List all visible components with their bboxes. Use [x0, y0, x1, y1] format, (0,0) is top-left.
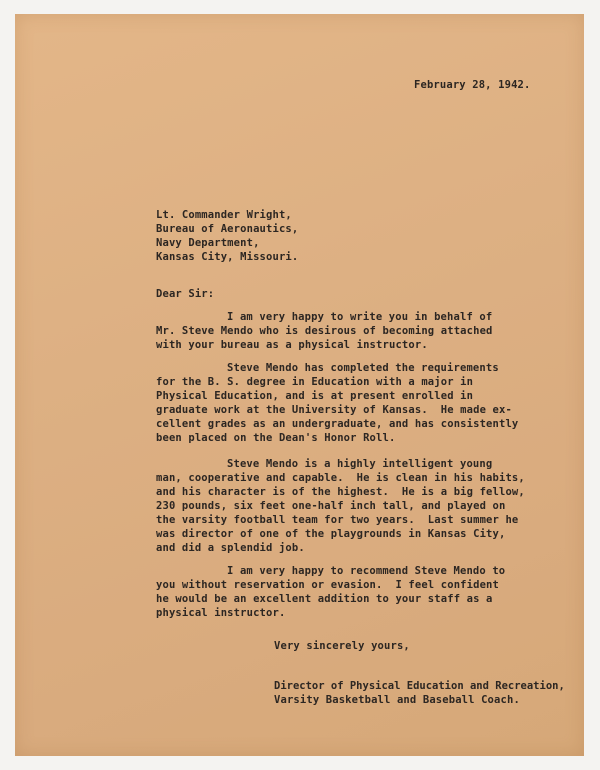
paragraph-2-line: Physical Education, and is at present enrolled in: [156, 390, 474, 402]
signature-title: Varsity Basketball and Baseball Coach.: [274, 694, 520, 706]
paragraph-4-line: I am very happy to recommend Steve Mendo to: [227, 565, 506, 577]
signature-title: Director of Physical Education and Recreation,: [274, 680, 565, 692]
paragraph-3-line: the varsity football team for two years. Last summer he: [156, 514, 519, 526]
paragraph-3-line: Steve Mendo is a highly intelligent young: [227, 458, 493, 470]
paragraph-4-line: you without reservation or evasion. I feel confident: [156, 579, 499, 591]
paragraph-3-line: was director of one of the playgrounds in Kansas City,: [156, 528, 506, 540]
letter-page: [15, 14, 584, 756]
letter-date: February 28, 1942.: [414, 79, 531, 91]
paragraph-2-line: Steve Mendo has completed the requirements: [227, 362, 499, 374]
paragraph-2-line: cellent grades as an undergraduate, and has consistently: [156, 418, 519, 430]
paragraph-2-line: graduate work at the University of Kansas. He made ex-: [156, 404, 512, 416]
recipient-bureau: Bureau of Aeronautics,: [156, 223, 299, 235]
paragraph-2-line: been placed on the Dean's Honor Roll.: [156, 432, 396, 444]
paragraph-3-line: and his character is of the highest. He is a big fellow,: [156, 486, 525, 498]
paragraph-3-line: and did a splendid job.: [156, 542, 305, 554]
closing: Very sincerely yours,: [274, 640, 410, 652]
paragraph-3-line: 230 pounds, six feet one-half inch tall, and played on: [156, 500, 506, 512]
recipient-location: Kansas City, Missouri.: [156, 251, 299, 263]
paragraph-1-line: I am very happy to write you in behalf of: [227, 311, 493, 323]
paragraph-3-line: man, cooperative and capable. He is clean in his habits,: [156, 472, 525, 484]
paragraph-2-line: for the B. S. degree in Education with a major in: [156, 376, 474, 388]
paragraph-1-line: Mr. Steve Mendo who is desirous of becoming attached: [156, 325, 493, 337]
paragraph-1-line: with your bureau as a physical instructor.: [156, 339, 428, 351]
salutation: Dear Sir:: [156, 288, 215, 300]
recipient-department: Navy Department,: [156, 237, 260, 249]
paragraph-4-line: physical instructor.: [156, 607, 286, 619]
paragraph-4-line: he would be an excellent addition to your staff as a: [156, 593, 493, 605]
recipient-name: Lt. Commander Wright,: [156, 209, 292, 221]
